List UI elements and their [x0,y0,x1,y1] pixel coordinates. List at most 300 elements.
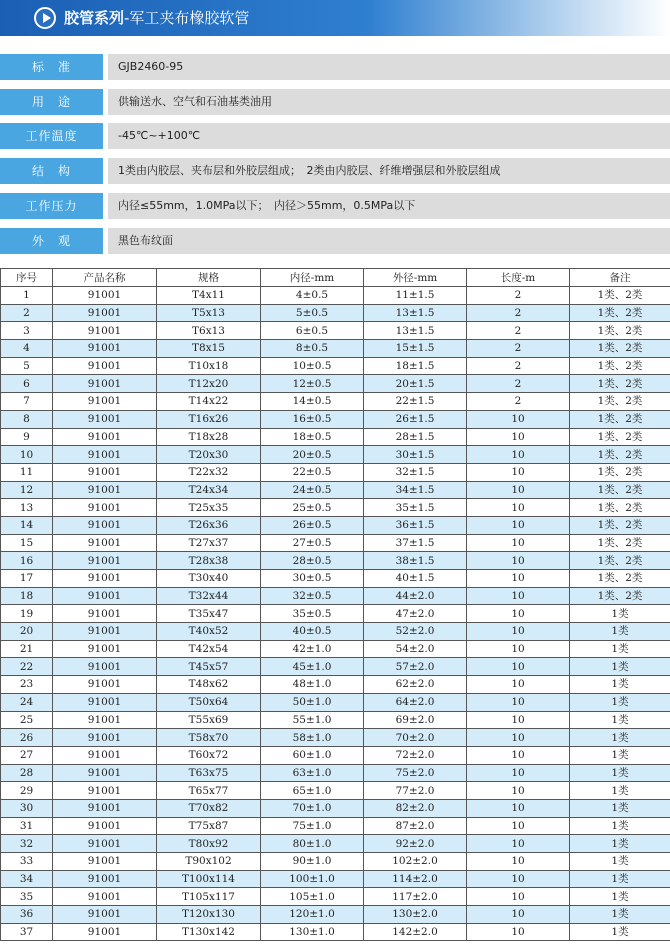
cell-spec: T120x130 [157,906,261,924]
cell-product-name: 91001 [53,340,157,358]
header-index: 序号 [1,269,53,287]
cell-length: 10 [467,711,570,729]
cell-inner-diameter: 63±1.0 [261,764,364,782]
cell-product-name: 91001 [53,463,157,481]
cell-index: 31 [1,817,53,835]
cell-length: 2 [467,393,570,411]
cell-spec: T75x87 [157,817,261,835]
cell-remarks: 1类、2类 [570,357,670,375]
spec-value: 内径≤55mm，1.0MPa以下； 内径＞55mm，0.5MPa以下 [108,193,670,219]
cell-inner-diameter: 25±0.5 [261,499,364,517]
cell-outer-diameter: 47±2.0 [364,605,467,623]
spec-value: GJB2460-95 [108,54,670,80]
cell-length: 10 [467,587,570,605]
header-remarks: 备注 [570,269,670,287]
play-circle-icon [34,7,56,29]
cell-inner-diameter: 105±1.0 [261,888,364,906]
cell-remarks: 1类 [570,676,670,694]
header-product-name: 产品名称 [53,269,157,287]
cell-inner-diameter: 50±1.0 [261,693,364,711]
cell-spec: T55x69 [157,711,261,729]
table-row [1,906,670,924]
cell-index: 7 [1,393,53,411]
cell-length: 10 [467,428,570,446]
cell-inner-diameter: 28±0.5 [261,552,364,570]
table-row [1,782,670,800]
cell-product-name: 91001 [53,304,157,322]
cell-product-name: 91001 [53,410,157,428]
cell-length: 2 [467,340,570,358]
cell-inner-diameter: 24±0.5 [261,481,364,499]
table-row [1,375,670,393]
table-row [1,711,670,729]
cell-product-name: 91001 [53,605,157,623]
cell-product-name: 91001 [53,835,157,853]
cell-index: 28 [1,764,53,782]
cell-length: 2 [467,304,570,322]
cell-spec: T58x70 [157,729,261,747]
cell-remarks: 1类 [570,640,670,658]
cell-index: 10 [1,446,53,464]
cell-spec: T5x13 [157,304,261,322]
table-row [1,357,670,375]
cell-remarks: 1类 [570,853,670,871]
cell-index: 1 [1,287,53,305]
spec-label: 工作压力 [0,193,103,219]
cell-product-name: 91001 [53,870,157,888]
cell-outer-diameter: 28±1.5 [364,428,467,446]
cell-inner-diameter: 20±0.5 [261,446,364,464]
cell-spec: T130x142 [157,923,261,941]
cell-spec: T8x15 [157,340,261,358]
cell-index: 20 [1,623,53,641]
cell-outer-diameter: 18±1.5 [364,357,467,375]
cell-remarks: 1类 [570,888,670,906]
spec-label: 结 构 [0,158,103,184]
cell-outer-diameter: 22±1.5 [364,393,467,411]
cell-spec: T65x77 [157,782,261,800]
cell-remarks: 1类 [570,782,670,800]
cell-length: 10 [467,463,570,481]
cell-remarks: 1类、2类 [570,481,670,499]
cell-length: 10 [467,570,570,588]
cell-inner-diameter: 22±0.5 [261,463,364,481]
table-row [1,817,670,835]
cell-inner-diameter: 5±0.5 [261,304,364,322]
header-banner [0,0,670,36]
cell-length: 2 [467,322,570,340]
table-row [1,340,670,358]
cell-remarks: 1类、2类 [570,287,670,305]
spec-row-standard [0,54,670,80]
cell-inner-diameter: 6±0.5 [261,322,364,340]
cell-product-name: 91001 [53,676,157,694]
cell-spec: T70x82 [157,799,261,817]
table-row [1,463,670,481]
cell-length: 10 [467,729,570,747]
cell-inner-diameter: 55±1.0 [261,711,364,729]
cell-remarks: 1类 [570,870,670,888]
cell-length: 10 [467,481,570,499]
table-row [1,605,670,623]
cell-index: 25 [1,711,53,729]
cell-length: 10 [467,605,570,623]
table-row [1,304,670,322]
cell-length: 10 [467,888,570,906]
spec-label: 用 途 [0,89,103,115]
cell-spec: T12x20 [157,375,261,393]
cell-inner-diameter: 45±1.0 [261,658,364,676]
cell-remarks: 1类、2类 [570,570,670,588]
cell-inner-diameter: 65±1.0 [261,782,364,800]
table-row [1,923,670,941]
cell-outer-diameter: 70±2.0 [364,729,467,747]
cell-remarks: 1类 [570,764,670,782]
cell-inner-diameter: 32±0.5 [261,587,364,605]
cell-product-name: 91001 [53,782,157,800]
cell-outer-diameter: 92±2.0 [364,835,467,853]
cell-outer-diameter: 37±1.5 [364,534,467,552]
cell-product-name: 91001 [53,799,157,817]
cell-index: 29 [1,782,53,800]
table-row [1,658,670,676]
cell-product-name: 91001 [53,817,157,835]
cell-length: 10 [467,693,570,711]
cell-spec: T4x11 [157,287,261,305]
spec-label: 外 观 [0,228,103,254]
cell-remarks: 1类、2类 [570,463,670,481]
header-inner-diameter: 内径-mm [261,269,364,287]
cell-length: 10 [467,746,570,764]
table-row [1,676,670,694]
header-outer-diameter: 外径-mm [364,269,467,287]
table-row [1,322,670,340]
cell-outer-diameter: 64±2.0 [364,693,467,711]
cell-index: 12 [1,481,53,499]
cell-inner-diameter: 80±1.0 [261,835,364,853]
cell-index: 21 [1,640,53,658]
cell-remarks: 1类 [570,729,670,747]
cell-length: 10 [467,870,570,888]
cell-spec: T14x22 [157,393,261,411]
table-body [1,287,670,941]
cell-length: 10 [467,658,570,676]
cell-remarks: 1类、2类 [570,552,670,570]
spec-label: 工作温度 [0,123,103,149]
header-length: 长度-m [467,269,570,287]
header-spec: 规格 [157,269,261,287]
cell-index: 6 [1,375,53,393]
spec-value: 1类由内胶层、夹布层和外胶层组成； 2类由内胶层、纤维增强层和外胶层组成 [108,158,670,184]
cell-index: 34 [1,870,53,888]
cell-outer-diameter: 38±1.5 [364,552,467,570]
cell-inner-diameter: 70±1.0 [261,799,364,817]
cell-product-name: 91001 [53,534,157,552]
spec-row-structure [0,158,670,184]
table-row [1,534,670,552]
table-row [1,516,670,534]
cell-spec: T27x37 [157,534,261,552]
cell-index: 16 [1,552,53,570]
cell-product-name: 91001 [53,587,157,605]
cell-remarks: 1类 [570,817,670,835]
cell-inner-diameter: 60±1.0 [261,746,364,764]
cell-outer-diameter: 34±1.5 [364,481,467,499]
cell-spec: T25x35 [157,499,261,517]
cell-remarks: 1类 [570,835,670,853]
cell-outer-diameter: 130±2.0 [364,906,467,924]
cell-product-name: 91001 [53,853,157,871]
cell-outer-diameter: 32±1.5 [364,463,467,481]
cell-inner-diameter: 58±1.0 [261,729,364,747]
cell-inner-diameter: 130±1.0 [261,923,364,941]
cell-outer-diameter: 13±1.5 [364,322,467,340]
cell-spec: T100x114 [157,870,261,888]
cell-remarks: 1类、2类 [570,375,670,393]
cell-index: 13 [1,499,53,517]
cell-spec: T18x28 [157,428,261,446]
cell-spec: T32x44 [157,587,261,605]
table-row [1,640,670,658]
cell-product-name: 91001 [53,888,157,906]
table-row [1,799,670,817]
cell-inner-diameter: 30±0.5 [261,570,364,588]
cell-remarks: 1类 [570,711,670,729]
spec-value: 供输送水、空气和石油基类油用 [108,89,670,115]
cell-inner-diameter: 90±1.0 [261,853,364,871]
cell-remarks: 1类、2类 [570,587,670,605]
cell-outer-diameter: 72±2.0 [364,746,467,764]
cell-product-name: 91001 [53,516,157,534]
spec-row-temperature [0,123,670,149]
cell-outer-diameter: 35±1.5 [364,499,467,517]
cell-inner-diameter: 18±0.5 [261,428,364,446]
cell-outer-diameter: 62±2.0 [364,676,467,694]
cell-spec: T20x30 [157,446,261,464]
cell-index: 30 [1,799,53,817]
cell-inner-diameter: 35±0.5 [261,605,364,623]
cell-index: 5 [1,357,53,375]
cell-length: 10 [467,446,570,464]
cell-length: 10 [467,676,570,694]
cell-index: 36 [1,906,53,924]
cell-product-name: 91001 [53,375,157,393]
cell-outer-diameter: 44±2.0 [364,587,467,605]
cell-inner-diameter: 8±0.5 [261,340,364,358]
cell-inner-diameter: 10±0.5 [261,357,364,375]
cell-inner-diameter: 75±1.0 [261,817,364,835]
cell-inner-diameter: 16±0.5 [261,410,364,428]
cell-spec: T105x117 [157,888,261,906]
cell-remarks: 1类、2类 [570,534,670,552]
cell-spec: T28x38 [157,552,261,570]
table-row [1,853,670,871]
cell-remarks: 1类 [570,923,670,941]
cell-product-name: 91001 [53,711,157,729]
cell-inner-diameter: 14±0.5 [261,393,364,411]
cell-remarks: 1类、2类 [570,516,670,534]
cell-remarks: 1类 [570,906,670,924]
cell-length: 10 [467,410,570,428]
table-row [1,870,670,888]
product-subtitle: -军工夹布橡胶软管 [124,9,250,27]
cell-length: 10 [467,923,570,941]
cell-index: 2 [1,304,53,322]
cell-outer-diameter: 40±1.5 [364,570,467,588]
spec-row-usage [0,89,670,115]
cell-index: 17 [1,570,53,588]
table-row [1,481,670,499]
cell-index: 15 [1,534,53,552]
cell-spec: T26x36 [157,516,261,534]
cell-remarks: 1类 [570,693,670,711]
cell-spec: T45x57 [157,658,261,676]
cell-spec: T16x26 [157,410,261,428]
cell-index: 11 [1,463,53,481]
cell-spec: T40x52 [157,623,261,641]
table-row [1,570,670,588]
cell-outer-diameter: 36±1.5 [364,516,467,534]
cell-index: 24 [1,693,53,711]
table-header-row [1,269,670,287]
cell-length: 10 [467,764,570,782]
cell-index: 3 [1,322,53,340]
table-row [1,499,670,517]
cell-product-name: 91001 [53,658,157,676]
table-row [1,835,670,853]
table-row [1,587,670,605]
series-title: 胶管系列 [64,9,125,27]
cell-spec: T80x92 [157,835,261,853]
cell-length: 10 [467,799,570,817]
spec-row-appearance [0,228,670,254]
cell-outer-diameter: 142±2.0 [364,923,467,941]
cell-index: 37 [1,923,53,941]
cell-inner-diameter: 4±0.5 [261,287,364,305]
cell-index: 26 [1,729,53,747]
cell-product-name: 91001 [53,287,157,305]
cell-spec: T6x13 [157,322,261,340]
spec-row-pressure [0,193,670,219]
cell-inner-diameter: 42±1.0 [261,640,364,658]
cell-index: 32 [1,835,53,853]
cell-outer-diameter: 82±2.0 [364,799,467,817]
cell-length: 10 [467,835,570,853]
cell-length: 10 [467,906,570,924]
cell-length: 10 [467,817,570,835]
cell-product-name: 91001 [53,428,157,446]
cell-length: 10 [467,853,570,871]
table-row [1,623,670,641]
spec-value: 黑色布纹面 [108,228,670,254]
cell-product-name: 91001 [53,729,157,747]
cell-product-name: 91001 [53,906,157,924]
table-row [1,428,670,446]
cell-length: 10 [467,552,570,570]
cell-length: 10 [467,782,570,800]
table-row [1,888,670,906]
table-row [1,287,670,305]
cell-inner-diameter: 40±0.5 [261,623,364,641]
cell-length: 10 [467,499,570,517]
cell-outer-diameter: 77±2.0 [364,782,467,800]
cell-outer-diameter: 15±1.5 [364,340,467,358]
cell-length: 10 [467,640,570,658]
cell-outer-diameter: 102±2.0 [364,853,467,871]
cell-index: 4 [1,340,53,358]
cell-spec: T10x18 [157,357,261,375]
table-row [1,410,670,428]
page-title [64,7,249,29]
cell-index: 9 [1,428,53,446]
cell-product-name: 91001 [53,693,157,711]
cell-remarks: 1类 [570,623,670,641]
cell-length: 2 [467,375,570,393]
cell-remarks: 1类 [570,799,670,817]
cell-inner-diameter: 27±0.5 [261,534,364,552]
cell-index: 19 [1,605,53,623]
cell-remarks: 1类 [570,605,670,623]
cell-index: 33 [1,853,53,871]
cell-product-name: 91001 [53,640,157,658]
cell-spec: T42x54 [157,640,261,658]
cell-spec: T35x47 [157,605,261,623]
cell-product-name: 91001 [53,499,157,517]
cell-index: 35 [1,888,53,906]
cell-remarks: 1类、2类 [570,410,670,428]
cell-remarks: 1类、2类 [570,428,670,446]
cell-product-name: 91001 [53,446,157,464]
cell-remarks: 1类、2类 [570,446,670,464]
cell-spec: T22x32 [157,463,261,481]
cell-spec: T63x75 [157,764,261,782]
cell-outer-diameter: 117±2.0 [364,888,467,906]
cell-outer-diameter: 20±1.5 [364,375,467,393]
cell-remarks: 1类、2类 [570,322,670,340]
cell-length: 2 [467,287,570,305]
cell-outer-diameter: 75±2.0 [364,764,467,782]
cell-spec: T50x64 [157,693,261,711]
cell-product-name: 91001 [53,481,157,499]
cell-outer-diameter: 57±2.0 [364,658,467,676]
cell-spec: T24x34 [157,481,261,499]
cell-index: 8 [1,410,53,428]
cell-length: 10 [467,623,570,641]
cell-length: 10 [467,534,570,552]
cell-remarks: 1类、2类 [570,499,670,517]
cell-outer-diameter: 26±1.5 [364,410,467,428]
cell-product-name: 91001 [53,746,157,764]
cell-outer-diameter: 52±2.0 [364,623,467,641]
cell-outer-diameter: 30±1.5 [364,446,467,464]
product-table [0,268,670,941]
cell-spec: T60x72 [157,746,261,764]
cell-remarks: 1类 [570,658,670,676]
cell-length: 2 [467,357,570,375]
cell-spec: T48x62 [157,676,261,694]
cell-product-name: 91001 [53,764,157,782]
cell-index: 27 [1,746,53,764]
cell-index: 14 [1,516,53,534]
cell-outer-diameter: 114±2.0 [364,870,467,888]
spec-value: -45℃~+100℃ [108,123,670,149]
cell-outer-diameter: 13±1.5 [364,304,467,322]
cell-index: 18 [1,587,53,605]
cell-remarks: 1类、2类 [570,340,670,358]
table-row [1,764,670,782]
cell-product-name: 91001 [53,322,157,340]
cell-outer-diameter: 11±1.5 [364,287,467,305]
